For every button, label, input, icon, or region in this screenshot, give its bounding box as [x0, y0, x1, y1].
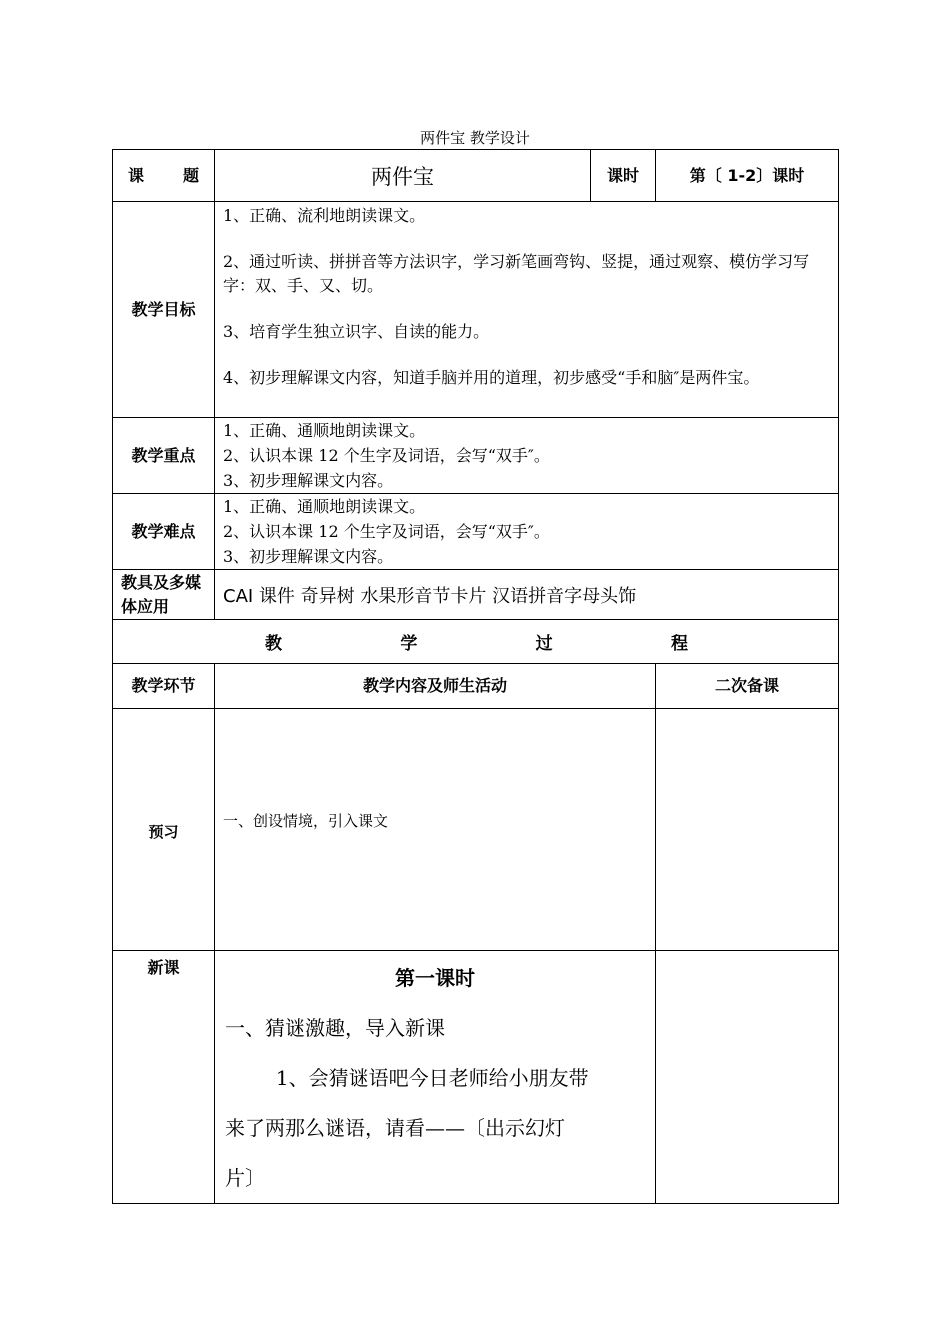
key-points-content [215, 418, 839, 494]
lesson-plan-table [112, 149, 838, 1204]
notes-column-header: 二次备课 [656, 664, 839, 709]
key-point-item: 1、正确、通顺地朗读课文。 [223, 421, 426, 440]
difficulty-item: 1、正确、通顺地朗读课文。 [223, 497, 426, 516]
new-lesson-notes [656, 951, 839, 1204]
key-point-item: 3、初步理解课文内容。 [223, 471, 394, 490]
lesson-line: 1、会猜谜语吧今日老师给小朋友带 [225, 1066, 589, 1090]
difficulty-item: 2、认识本课 12 个生字及词语，会写“双手″。 [223, 522, 550, 541]
lesson-heading: 第一课时 [395, 966, 475, 990]
lesson-section: 一、猜谜激趣，导入新课 [225, 1016, 445, 1040]
new-lesson-row [113, 951, 839, 1204]
process-char: 程 [670, 634, 688, 654]
process-char: 学 [400, 634, 418, 654]
topic-value: 两件宝 [215, 150, 591, 202]
column-header-row [113, 664, 839, 709]
objectives-label: 教学目标 [113, 202, 215, 418]
media-label: 教具及多媒体应用 [113, 570, 215, 620]
process-char: 过 [535, 634, 553, 654]
topic-label: 课 题 [113, 150, 215, 202]
difficulties-row [113, 494, 839, 570]
process-char: 教 [265, 634, 282, 654]
objectives-content [215, 202, 839, 418]
preview-notes [656, 709, 839, 951]
process-heading [113, 620, 839, 664]
header-row [113, 150, 839, 202]
media-row [113, 570, 839, 620]
key-points-row [113, 418, 839, 494]
difficulties-content [215, 494, 839, 570]
objective-item: 1、正确、流利地朗读课文。 [223, 206, 426, 225]
preview-content: 一、创设情境，引入课文 [215, 709, 656, 951]
preview-stage: 预习 [113, 709, 215, 951]
difficulties-label: 教学难点 [113, 494, 215, 570]
process-row [113, 620, 839, 664]
new-lesson-content [215, 951, 656, 1204]
key-points-label: 教学重点 [113, 418, 215, 494]
lesson-line: 片〕 [225, 1166, 265, 1190]
stage-column-header: 教学环节 [113, 664, 215, 709]
period-label: 课时 [591, 150, 656, 202]
media-value: CAI 课件 奇异树 水果形音节卡片 汉语拼音字母头饰 [215, 570, 839, 620]
new-lesson-stage: 新课 [113, 951, 215, 1204]
document-title: 两件宝 教学设计 [420, 129, 530, 147]
lesson-line: 来了两那么谜语，请看——〔出示幻灯 [225, 1116, 565, 1140]
period-value: 第〔 1-2〕课时 [656, 150, 839, 202]
content-column-header: 教学内容及师生活动 [215, 664, 656, 709]
objective-item: 3、培育学生独立识字、自读的能力。 [223, 322, 490, 341]
preview-row [113, 709, 839, 951]
objective-item: 2、通过听读、拼拼音等方法识字，学习新笔画弯钩、竖提，通过观察、模仿学习写字：双、手、又、切。 [223, 252, 810, 295]
objectives-row [113, 202, 839, 418]
key-point-item: 2、认识本课 12 个生字及词语，会写“双手″。 [223, 446, 550, 465]
difficulty-item: 3、初步理解课文内容。 [223, 547, 394, 566]
objective-item: 4、初步理解课文内容，知道手脑并用的道理，初步感受“手和脑″是两件宝。 [223, 368, 760, 387]
